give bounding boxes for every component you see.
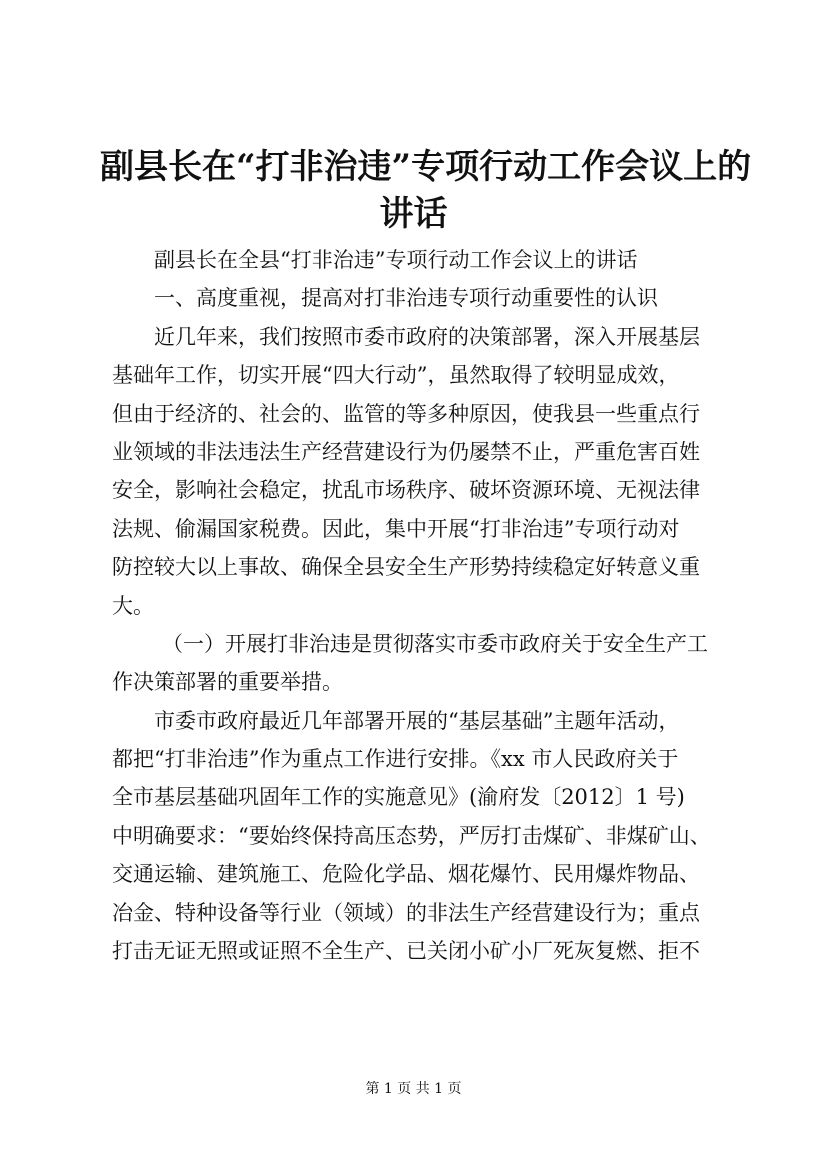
paragraph-line: 法规、偷漏国家税费。因此，集中开展“打非治违”专项行动对 xyxy=(112,516,680,541)
paragraph-line: 业领域的非法违法生产经营建设行为仍屡禁不止，严重危害百姓 xyxy=(112,439,700,464)
subtitle-line: 副县长在全县“打非治违”专项行动工作会议上的讲话 xyxy=(154,248,638,272)
paragraph-line: 基础年工作，切实开展“四大行动”，虽然取得了较明显成效， xyxy=(112,363,680,388)
page-footer: 第 1 页 共 1 页 xyxy=(365,1081,462,1097)
paragraph-line: 都把“打非治违”作为重点工作进行安排。《xx 市人民政府关于 xyxy=(112,747,679,772)
subsection-heading: （一）开展打非治违是贯彻落实市委市政府关于安全生产工 xyxy=(162,631,708,656)
paragraph-line: 安全，影响社会稳定，扰乱市场秩序、破坏资源环境、无视法律 xyxy=(112,478,700,503)
paragraph-line: 防控较大以上事故、确保全县安全生产形势持续稳定好转意义重 xyxy=(112,555,700,580)
paragraph-line: 打击无证无照或证照不全生产、已关闭小矿小厂死灰复燃、拒不 xyxy=(112,939,700,964)
paragraph-line: 但由于经济的、社会的、监管的等多种原因，使我县一些重点行 xyxy=(112,401,700,426)
document-title-line-1: 副县长在“打非治违”专项行动工作会议上的 xyxy=(100,147,752,187)
paragraph-line: 作决策部署的重要举措。 xyxy=(112,670,343,695)
paragraph-line: 中明确要求：“要始终保持高压态势，严厉打击煤矿、非煤矿山、 xyxy=(112,823,711,848)
paragraph-line: 市委市政府最近几年部署开展的“基层基础”主题年活动， xyxy=(154,708,680,733)
paragraph-line: 全市基层基础巩固年工作的实施意见》(渝府发〔2012〕1 号) xyxy=(112,785,685,810)
paragraph-line: 大。 xyxy=(112,593,154,618)
document-title-line-2: 讲话 xyxy=(379,194,448,234)
paragraph-line: 近几年来，我们按照市委市政府的决策部署，深入开展基层 xyxy=(154,324,700,349)
document-body xyxy=(112,241,722,970)
paragraph-line: 冶金、特种设备等行业（领域）的非法生产经营建设行为；重点 xyxy=(112,900,700,925)
paragraph-line: 交通运输、建筑施工、危险化学品、烟花爆竹、民用爆炸物品、 xyxy=(112,862,700,887)
section-heading: 一、高度重视，提高对打非治违专项行动重要性的认识 xyxy=(154,286,658,311)
